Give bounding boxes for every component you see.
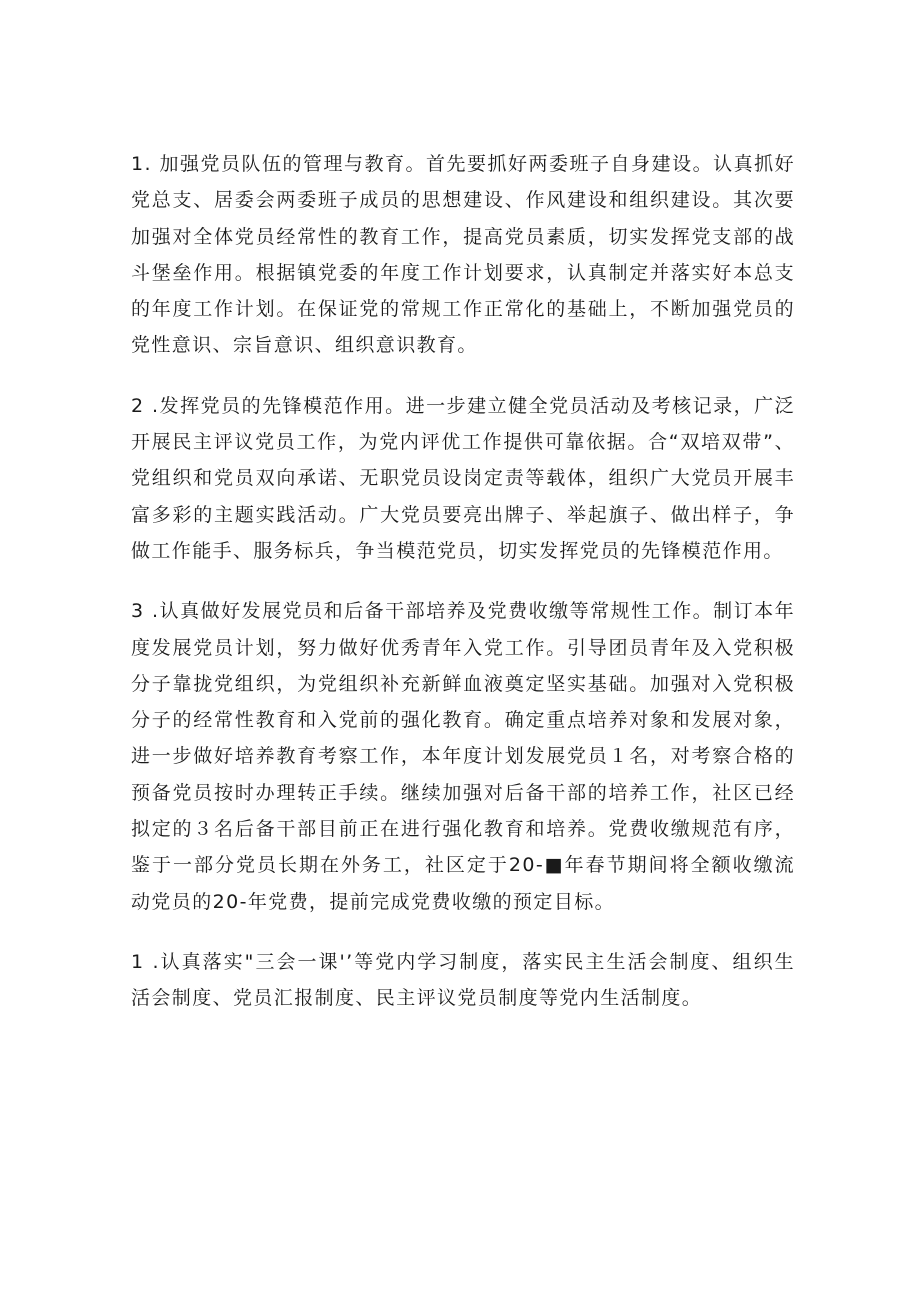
paragraph-study-system: 1 .认真落实"三会一课'’等党内学习制度，落实民主生活会制度、组织生活会制度、党员汇报制度、民主评议党员制度等党内生活制度。 [131, 950, 795, 1010]
document-body [131, 146, 795, 1017]
paragraph-party-member-management: 1. 加强党员队伍的管理与教育。首先要抓好两委班子自身建设。认真抓好党总支、居委会两委班子成员的思想建设、作风建设和组织建设。其次要加强对全体党员经常性的教育工作，提高党员素质，切实发挥党支部的战斗堡垒作用。根据镇党委的年度工作计划要求，认真制定并落实好本总支的年度工作计划。在保证党的常规工作正常化的基础上，不断加强党员的党性意识、宗旨意识、组织意识教育。 [131, 153, 795, 357]
paragraph-member-development-and-dues: 3 .认真做好发展党员和后备干部培养及党费收缴等常规性工作。制订本年度发展党员计划，努力做好优秀青年入党工作。引导团员青年及入党积极分子靠拢党组织，为党组织补充新鲜血液奠定坚实基础。加强对入党积极分子的经常性教育和入党前的强化教育。确定重点培养对象和发展对象，进一步做好培养教育考察工作，本年度计划发展党员１名，对考察合格的预备党员按时办理转正手续。继续加强对后备干部的培养工作，社区已经拟定的３名后备干部目前正在进行强化教育和培养。党费收缴规范有序，鉴于一部分党员长期在外务工，社区定于20-■年春节期间将全额收缴流动党员的20-年党费，提前完成党费收缴的预定目标。 [131, 600, 795, 913]
paragraph-vanguard-role: 2 .发挥党员的先锋模范作用。进一步建立健全党员活动及考核记录，广泛开展民主评议党员工作，为党内评优工作提供可靠依据。合“双培双带”、党组织和党员双向承诺、无职党员设岗定责等载体，组织广大党员开展丰富多彩的主题实践活动。广大党员要亮出牌子、举起旗子、做出样子，争做工作能手、服务标兵，争当模范党员，切实发挥党员的先锋模范作用。 [131, 394, 795, 562]
